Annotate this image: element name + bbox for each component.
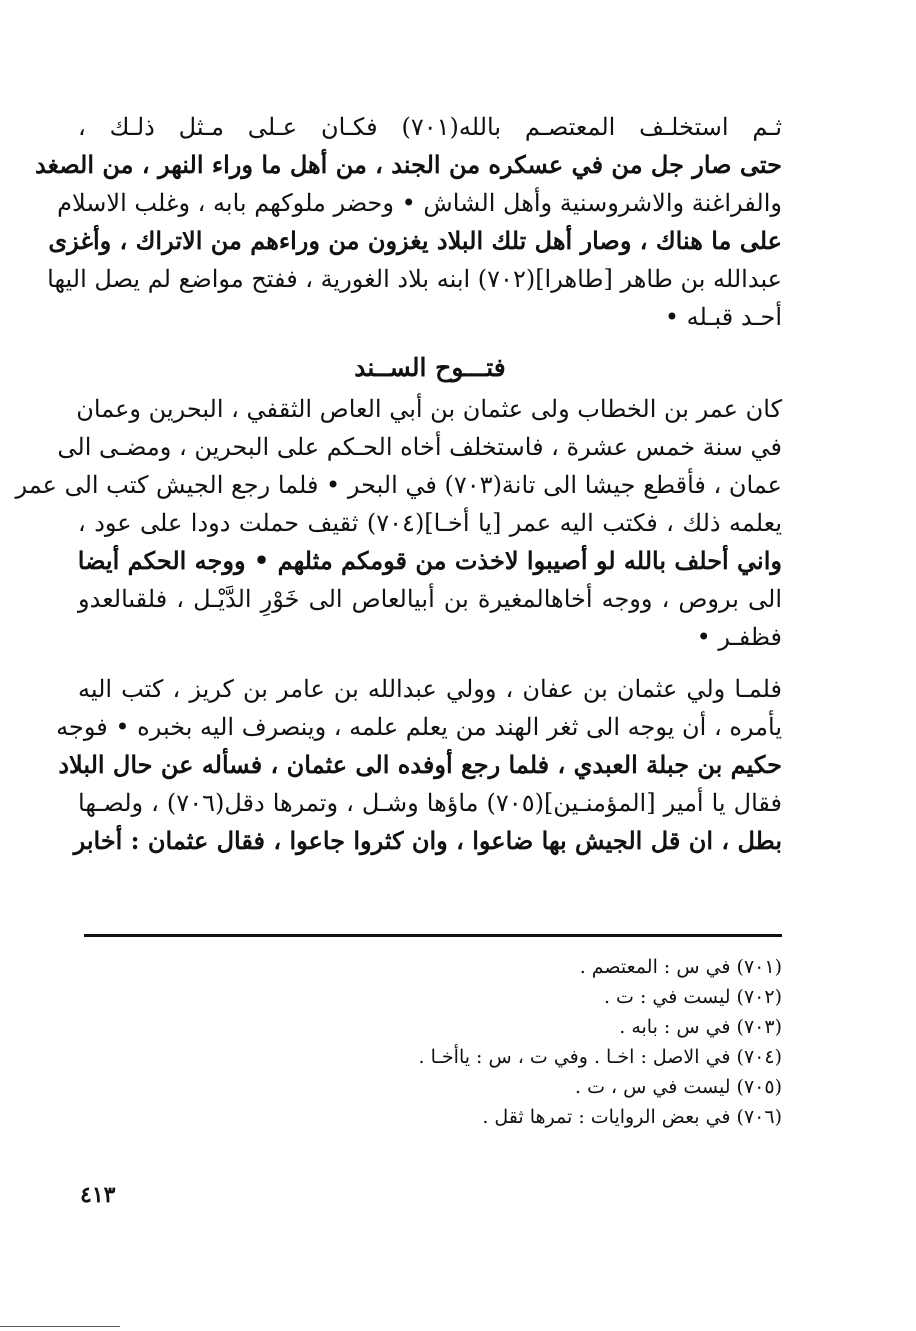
text-line: حتى صار جل من في عسكره من الجند ، من أهل ما وراء النهر ، من الصغد bbox=[35, 150, 782, 179]
footnote: (٧٠٣) في س : بابه . bbox=[619, 1016, 782, 1038]
text-line: يأمره ، أن يوجه الى ثغر الهند من يعلم علمه ، وينصرف اليه بخبره • فوجه bbox=[56, 713, 782, 741]
section-heading: فتـــوح الســند bbox=[354, 353, 506, 382]
paragraph-gap bbox=[78, 656, 782, 670]
footnote: (٧٠٦) في بعض الروايات : تمرها ثقل . bbox=[482, 1106, 782, 1128]
text-line: أحـد قبـله • bbox=[664, 303, 782, 331]
text-line: والفراغنة والاشروسنية وأهل الشاش • وحضر ملوكهم بابه ، وغلب الاسلام bbox=[57, 189, 782, 217]
main-text bbox=[15, 108, 783, 860]
page-number: ٤١٣ bbox=[80, 1182, 116, 1208]
paragraph-1 bbox=[35, 108, 783, 336]
footnote: (٧٠١) في س : المعتصم . bbox=[579, 956, 782, 978]
text-line: فظفـر • bbox=[696, 623, 782, 651]
text-line: عبدالله بن طاهر [طاهرا](٧٠٢) ابنه بلاد الغورية ، ففتح مواضع لم يصل اليها bbox=[47, 265, 782, 293]
text-line: يعلمه ذلك ، فكتب اليه عمر [يا أخـا](٧٠٤) ثقيف حملت دودا على عود ، bbox=[78, 509, 783, 537]
text-line: الى بروص ، ووجه أخاهالمغيرة بن أبيالعاص الى خَوْرِ الدَّيْـل ، فلقىالعدو bbox=[78, 585, 782, 613]
text-line: ثـم استخلـف المعتصـم بالله(٧٠١) فكـان عـلى مـثل ذلـك ، bbox=[78, 113, 783, 141]
text-line: عمان ، فأقطع جيشا الى تانة(٧٠٣) في البحر • فلما رجع الجيش كتب الى عمر bbox=[15, 471, 782, 499]
footnote: (٧٠٤) في الاصل : اخـا . وفي ت ، س : ياأخـا . bbox=[418, 1046, 782, 1068]
footnote-divider bbox=[84, 934, 782, 937]
text-line: في سنة خمس عشرة ، فاستخلف أخاه الحـكم على البحرين ، ومضـى الى bbox=[57, 433, 782, 461]
text-line: فلمـا ولي عثمان بن عفان ، وولي عبدالله بن عامر بن كريز ، كتب اليه bbox=[78, 675, 782, 703]
paragraph-2 bbox=[15, 390, 783, 656]
text-line: واني أحلف بالله لو أصيبوا لاخذت من قومكم مثلهم • ووجه الحكم أيضا bbox=[77, 546, 782, 575]
text-line: حكيم بن جبلة العبدي ، فلما رجع أوفده الى عثمان ، فسأله عن حال البلاد bbox=[58, 750, 782, 779]
footnotes bbox=[300, 952, 782, 1132]
footnote: (٧٠٥) ليست في س ، ت . bbox=[575, 1076, 782, 1098]
footnote: (٧٠٢) ليست في : ت . bbox=[603, 986, 782, 1008]
text-line: على ما هناك ، وصار أهل تلك البلاد يغزون من وراءهم من الاتراك ، وأغزى bbox=[48, 226, 782, 255]
scan-edge-line bbox=[0, 1326, 120, 1327]
text-line: كان عمر بن الخطاب ولى عثمان بن أبي العاص الثقفي ، البحرين وعمان bbox=[76, 395, 782, 423]
paragraph-3 bbox=[56, 670, 783, 860]
text-line: فقال يا أمير [المؤمنـين](٧٠٥) ماؤها وشـل ، وتمرها دقل(٧٠٦) ، ولصـها bbox=[78, 789, 783, 817]
text-line: بطل ، ان قل الجيش بها ضاعوا ، وان كثروا جاعوا ، فقال عثمان : أخابر bbox=[73, 826, 782, 855]
